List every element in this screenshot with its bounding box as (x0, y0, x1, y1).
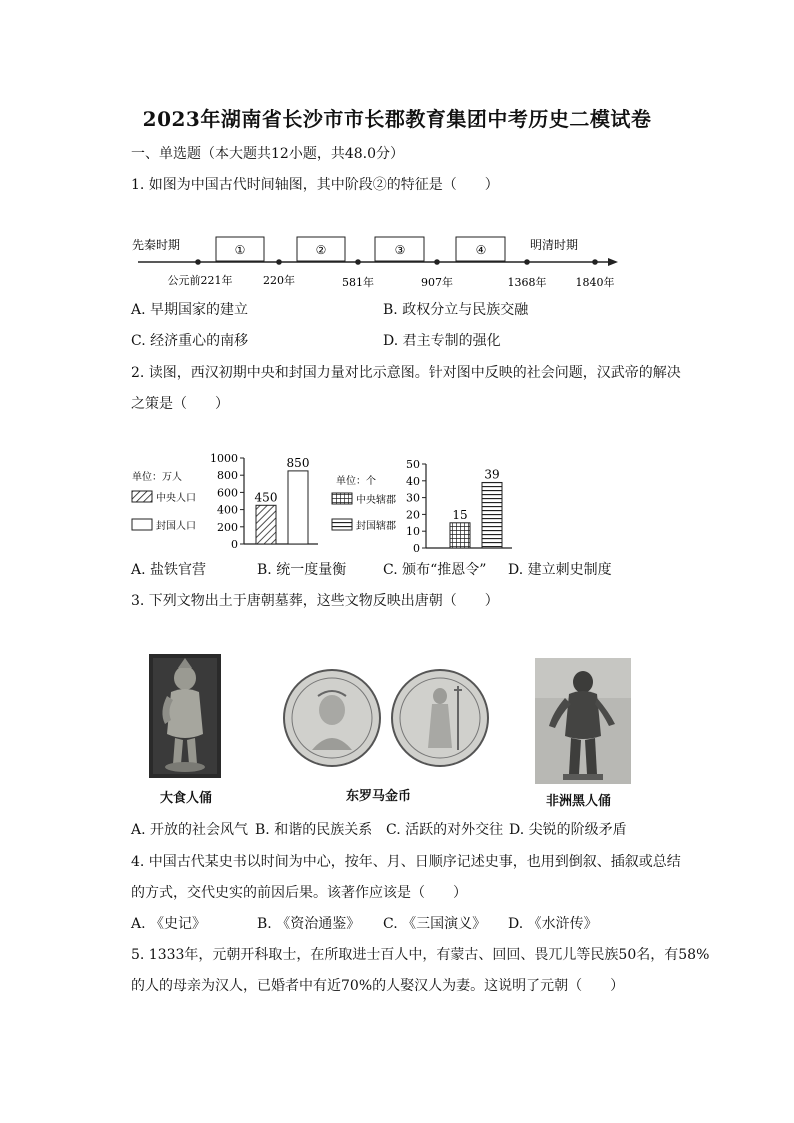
chart1-legend-2: 封国人口 (156, 521, 196, 532)
tick-dot-3 (355, 259, 361, 265)
chart2-bar-value-1: 15 (452, 507, 468, 522)
chart2-bar-1 (450, 523, 470, 548)
chart2-legend-swatch-1 (332, 493, 352, 504)
q4-option-b[interactable]: B. 《资治通鉴》 (257, 916, 361, 932)
chart1-tick-label: 600 (217, 486, 238, 500)
tick-label-6: 1840年 (575, 276, 615, 289)
chart2-bar-value-2: 39 (484, 467, 500, 482)
chart2-unit: 单位：个 (336, 476, 376, 487)
tick-dot-4 (434, 259, 440, 265)
timeline-left-label: 先秦时期 (132, 238, 181, 252)
chart1-bar-2 (288, 471, 308, 544)
stage-label-1: ① (234, 243, 246, 257)
q3-option-a[interactable]: A. 开放的社会风气 (131, 822, 249, 838)
tick-dot-5 (524, 259, 530, 265)
q4-stem-line2: 的方式，交代史实的前因后果。该著作应该是（ ） (131, 885, 467, 901)
tick-dot-2 (276, 259, 282, 265)
q2-charts (128, 446, 528, 554)
chart1-legend-swatch-2 (132, 519, 152, 530)
tick-label-4: 907年 (421, 276, 453, 289)
q4-option-a[interactable]: A. 《史记》 (131, 916, 207, 932)
q3-option-d[interactable]: D. 尖锐的阶级矛盾 (509, 822, 627, 838)
q1-option-c[interactable]: C. 经济重心的南移 (131, 333, 249, 349)
chart2-plot (406, 458, 512, 554)
tick-dot-6 (592, 259, 598, 265)
chart1-bar-value-1: 450 (254, 490, 278, 505)
chart2-legend-swatch-2 (332, 519, 352, 530)
chart1-bar-value-2: 850 (286, 455, 310, 470)
byzantine-coins-image (282, 668, 494, 768)
chart2-tick-label: 30 (406, 491, 420, 505)
q3-option-c[interactable]: C. 活跃的对外交往 (386, 822, 504, 838)
chart1-tick-label: 0 (231, 538, 238, 551)
chart1-unit: 单位：万人 (132, 472, 182, 483)
chart1-tick-label: 400 (217, 503, 238, 517)
q4-option-d[interactable]: D. 《水浒传》 (508, 916, 598, 932)
q1-timeline (130, 228, 630, 294)
q5-stem-line1: 5. 1333年，元朝开科取士，在所取进士百人中，有蒙古、回回、畏兀儿等民族50名，有58% (131, 947, 710, 963)
chart1-plot (210, 452, 318, 551)
tick-label-2: 220年 (263, 274, 295, 287)
chart2-tick-label: 0 (413, 542, 420, 554)
q1-stem: 1. 如图为中国古代时间轴图，其中阶段②的特征是（ ） (131, 177, 499, 193)
chart2-tick-label: 40 (406, 474, 420, 488)
q1-option-d[interactable]: D. 君主专制的强化 (383, 333, 501, 349)
caption-african-figurine: 非洲黑人俑 (546, 794, 612, 809)
african-figurine-image (535, 658, 631, 784)
q2-option-b[interactable]: B. 统一度量衡 (257, 562, 347, 578)
stage-label-4: ④ (475, 243, 487, 257)
exam-title: 2023年湖南省长沙市市长郡教育集团中考历史二模试卷 (142, 107, 652, 131)
chart1-legend-1: 中央人口 (156, 493, 196, 504)
q2-option-a[interactable]: A. 盐铁官营 (131, 562, 207, 578)
chart2-tick-label: 20 (406, 508, 420, 522)
chart2-tick-label: 50 (406, 458, 420, 471)
q1-option-b[interactable]: B. 政权分立与民族交融 (383, 302, 529, 318)
q2-stem-line1: 2. 读图，西汉初期中央和封国力量对比示意图。针对图中反映的社会问题，汉武帝的解决 (131, 365, 681, 381)
timeline-right-label: 明清时期 (530, 238, 579, 252)
chart1-tick-label: 1000 (210, 452, 238, 465)
q3-stem: 3. 下列文物出土于唐朝墓葬，这些文物反映出唐朝（ ） (131, 593, 499, 609)
chart2-tick-label: 10 (406, 525, 420, 539)
q4-option-c[interactable]: C. 《三国演义》 (383, 916, 487, 932)
q1-option-a[interactable]: A. 早期国家的建立 (131, 302, 249, 318)
chart1-legend-swatch-1 (132, 491, 152, 502)
chart2-bar-2 (482, 482, 502, 548)
q2-option-d[interactable]: D. 建立刺史制度 (508, 562, 612, 578)
chart1-tick-label: 800 (217, 469, 238, 483)
chart2-legend-1: 中央辖郡 (356, 495, 396, 506)
tick-dot-1 (195, 259, 201, 265)
q5-stem-line2: 的人的母亲为汉人，已婚者中有近70%的人娶汉人为妻。这说明了元朝（ ） (131, 978, 625, 994)
q3-option-b[interactable]: B. 和谐的民族关系 (255, 822, 373, 838)
stage-label-2: ② (315, 243, 327, 257)
caption-dashi-figurine: 大食人俑 (160, 791, 213, 806)
caption-byzantine-coins: 东罗马金币 (346, 789, 412, 804)
tick-label-5: 1368年 (507, 276, 547, 289)
tick-label-3: 581年 (342, 276, 374, 289)
q4-stem-line1: 4. 中国古代某史书以时间为中心，按年、月、日顺序记述史事，也用到倒叙、插叙或总结 (131, 854, 681, 870)
tick-label-1: 公元前221年 (167, 274, 233, 287)
q2-option-c[interactable]: C. 颁布“推恩令” (383, 562, 487, 578)
q2-stem-line2: 之策是（ ） (131, 396, 229, 412)
stage-label-3: ③ (394, 243, 406, 257)
chart2-legend-2: 封国辖郡 (356, 521, 396, 532)
dashi-figurine-image (149, 654, 221, 778)
chart1-bar-1 (256, 505, 276, 544)
timeline-arrow (608, 258, 618, 266)
chart1-tick-label: 200 (217, 520, 238, 534)
section-heading: 一、单选题（本大题共12小题，共48.0分） (131, 146, 404, 162)
